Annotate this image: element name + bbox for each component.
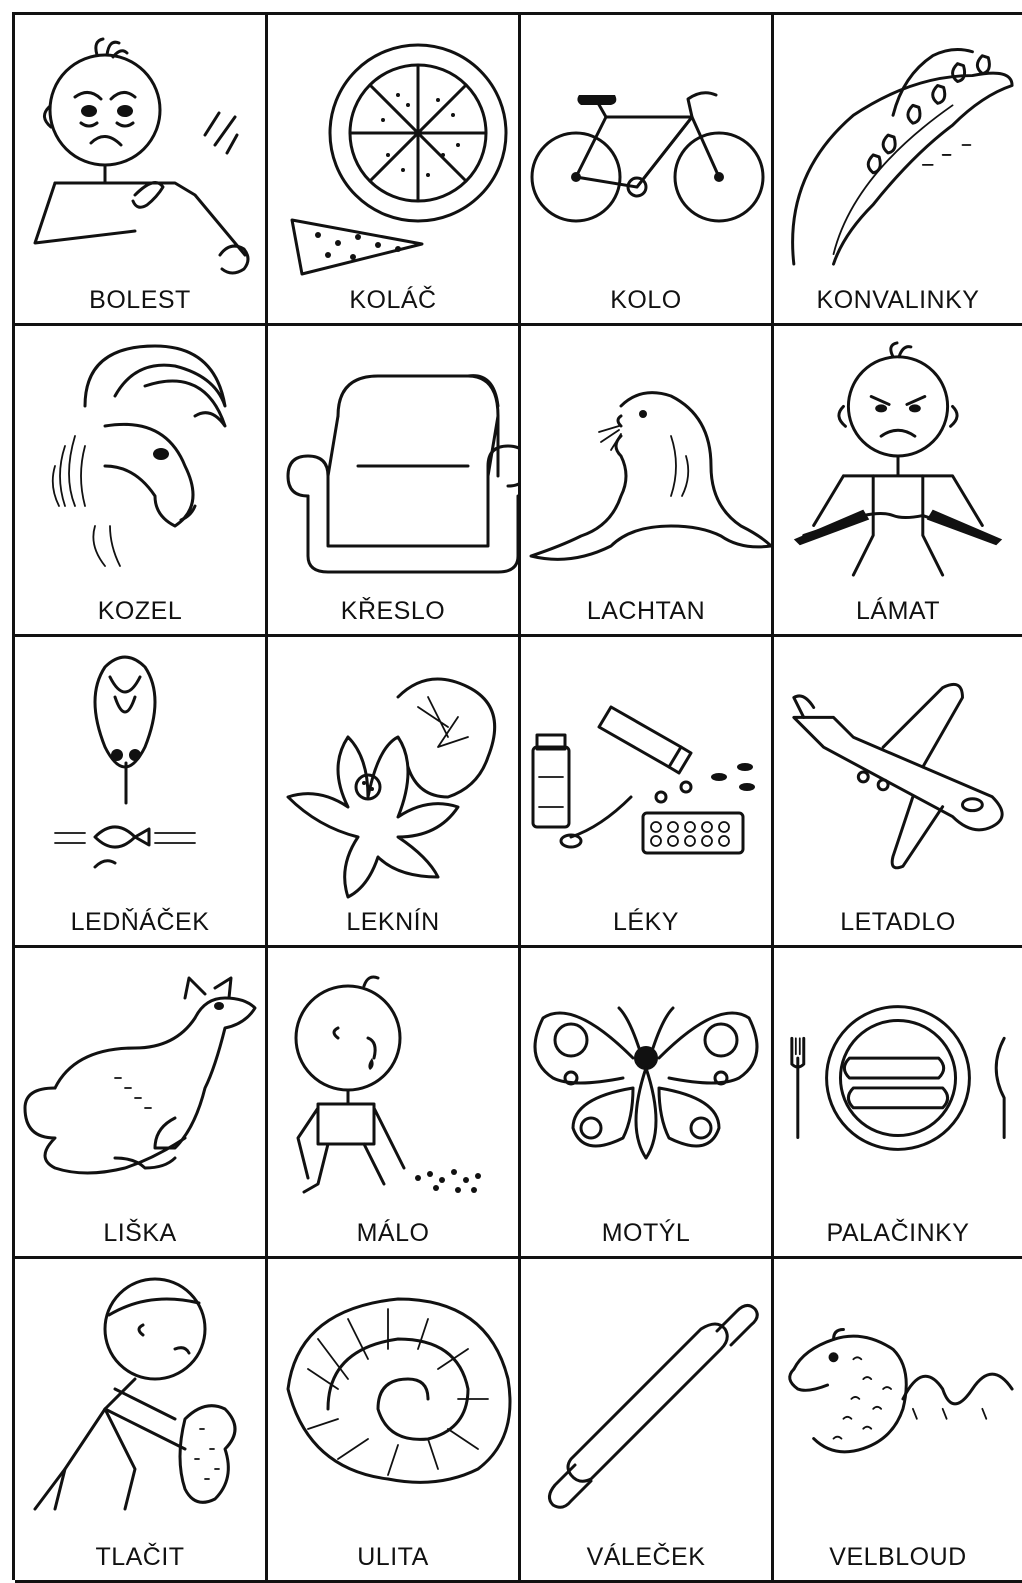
card-label: LEKNÍN — [346, 908, 440, 936]
card-lednacek[interactable] — [15, 637, 268, 948]
card-liska[interactable] — [15, 948, 268, 1259]
snail-shell-icon — [268, 1259, 518, 1521]
card-valecek[interactable] — [521, 1259, 774, 1583]
sea-lion-icon — [521, 326, 771, 588]
card-leky[interactable] — [521, 637, 774, 948]
bicycle-icon — [521, 15, 771, 277]
card-label: MÁLO — [356, 1219, 430, 1247]
card-velbloud[interactable] — [774, 1259, 1022, 1583]
card-label: LACHTAN — [586, 597, 706, 625]
card-kozel[interactable] — [15, 326, 268, 637]
card-label: LIŠKA — [103, 1219, 177, 1247]
water-lily-icon — [268, 637, 518, 899]
card-label: BOLEST — [89, 286, 191, 314]
airplane-icon — [774, 637, 1022, 899]
armchair-icon — [268, 326, 518, 588]
card-lamat[interactable] — [774, 326, 1022, 637]
card-label: KOZEL — [97, 597, 183, 625]
card-label: VÁLEČEK — [586, 1543, 706, 1571]
card-kreslo[interactable] — [268, 326, 521, 637]
card-palacinky[interactable] — [774, 948, 1022, 1259]
card-label: KOLÁČ — [349, 286, 437, 314]
card-label: MOTÝL — [601, 1219, 691, 1247]
card-label: LÉKY — [613, 908, 679, 936]
medicine-icon — [521, 637, 771, 899]
card-leknin[interactable] — [268, 637, 521, 948]
card-label: KOLO — [610, 286, 682, 314]
card-label: PALAČINKY — [826, 1219, 970, 1247]
fox-icon — [15, 948, 265, 1210]
card-bolest[interactable] — [15, 15, 268, 326]
little-icon — [268, 948, 518, 1210]
card-kolo[interactable] — [521, 15, 774, 326]
card-malo[interactable] — [268, 948, 521, 1259]
rolling-pin-icon — [521, 1259, 771, 1521]
push-icon — [15, 1259, 265, 1521]
card-lachtan[interactable] — [521, 326, 774, 637]
card-label: KŘESLO — [340, 597, 446, 625]
card-kolac[interactable] — [268, 15, 521, 326]
pancakes-icon — [774, 948, 1022, 1210]
butterfly-icon — [521, 948, 771, 1210]
camel-icon — [774, 1259, 1022, 1521]
goat-icon — [15, 326, 265, 588]
lily-of-the-valley-icon — [774, 15, 1022, 277]
card-label: KONVALINKY — [816, 286, 980, 314]
card-label: ULITA — [357, 1543, 429, 1571]
kingfisher-icon — [15, 637, 265, 899]
card-motyl[interactable] — [521, 948, 774, 1259]
pain-icon — [15, 15, 265, 277]
card-label: TLAČIT — [95, 1543, 185, 1571]
pie-icon — [268, 15, 518, 277]
card-ulita[interactable] — [268, 1259, 521, 1583]
card-tlacit[interactable] — [15, 1259, 268, 1583]
card-label: LEDŇÁČEK — [70, 908, 210, 936]
card-konvalinky[interactable] — [774, 15, 1022, 326]
picture-card-sheet — [12, 12, 1022, 1580]
card-label: LÁMAT — [856, 597, 940, 625]
card-letadlo[interactable] — [774, 637, 1022, 948]
card-label: VELBLOUD — [829, 1543, 967, 1571]
breaking-icon — [774, 326, 1022, 588]
card-label: LETADLO — [840, 908, 956, 936]
